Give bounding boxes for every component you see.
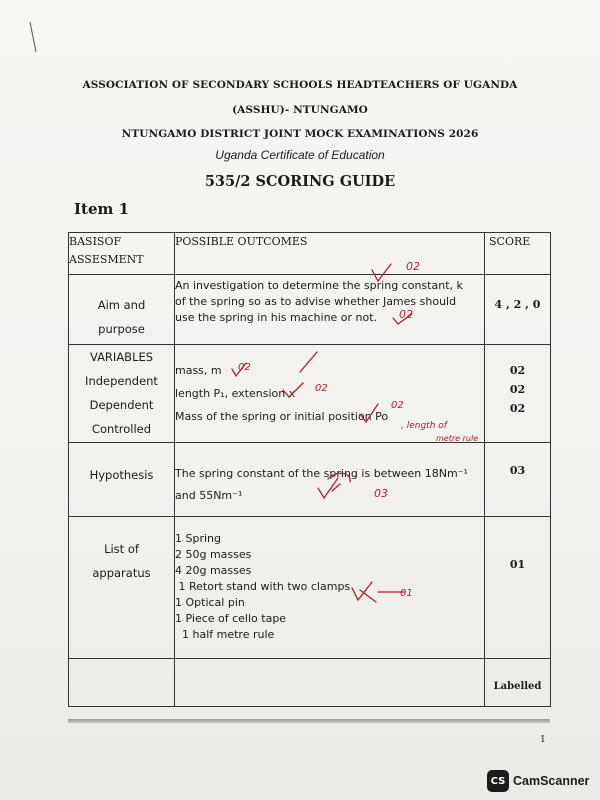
aim-mark-2: 02 <box>399 308 413 321</box>
list-item: 1 Piece of cello tape <box>175 612 287 625</box>
page-number: 1 <box>540 735 546 745</box>
table-row-aim <box>69 275 551 345</box>
list-item: 1 half metre rule <box>175 628 275 641</box>
header-outcomes: POSSIBLE OUTCOMES <box>175 233 485 275</box>
aim-label: Aim and purpose <box>69 275 175 345</box>
variables-outcomes <box>175 345 485 443</box>
dependent-variable: length P₁, extension x <box>175 387 296 400</box>
header-score: SCORE <box>485 233 551 275</box>
list-item: 1 Retort stand with two clamps <box>175 580 351 593</box>
var-mark-3: 02 <box>391 400 404 411</box>
list-item: 1 Spring <box>175 532 221 545</box>
independent-variable: mass, m <box>175 364 222 377</box>
var-mark-2: 02 <box>315 383 328 394</box>
aim-mark-1: 02 <box>406 260 420 273</box>
last-row-outcome <box>175 659 485 707</box>
table-row-variables <box>69 345 551 443</box>
camscanner-watermark <box>487 770 589 792</box>
controlled-variable: Mass of the spring or initial position Po <box>175 410 389 423</box>
item-title: Item 1 <box>74 200 130 218</box>
list-item: 2 50g masses <box>175 548 252 561</box>
var-note-2: metre rule <box>436 434 479 443</box>
variables-scores: 02 02 02 <box>485 345 551 443</box>
apparatus-score: 01 <box>485 517 551 659</box>
apparatus-list <box>175 517 485 659</box>
header-basis: BASISOF ASSESMENT <box>69 233 175 275</box>
pen-stroke <box>30 22 36 52</box>
hyp-mark: 03 <box>374 487 388 500</box>
header-certificate: Uganda Certificate of Education <box>215 148 385 162</box>
var-mark-1: 02 <box>238 362 251 373</box>
hypothesis-score: 03 <box>485 443 551 517</box>
labelled-score: Labelled <box>485 659 551 707</box>
app-mark: 01 <box>400 588 413 599</box>
aim-outcome: An investigation to determine the spring constant, k of the spring so as to advise whether James should use the spring in his machine or not. <box>175 275 485 345</box>
header-association: ASSOCIATION OF SECONDARY SCHOOLS HEADTEACHERS OF UGANDA <box>82 79 518 91</box>
variables-labels: VARIABLES Independent Dependent Controlled <box>69 345 175 443</box>
table-row-hypothesis <box>69 443 551 517</box>
apparatus-label: List of apparatus <box>69 517 175 659</box>
scoring-table <box>68 232 551 707</box>
table-row-last <box>69 659 551 707</box>
camscanner-logo-icon: CS <box>487 770 509 792</box>
camscanner-name: CamScanner <box>513 774 590 788</box>
scoring-guide-title: 535/2 SCORING GUIDE <box>204 173 396 190</box>
hypothesis-label: Hypothesis <box>69 443 175 517</box>
var-note-1: , length of <box>401 421 447 431</box>
list-item: 1 Optical pin <box>175 596 245 609</box>
aim-score: 4 , 2 , 0 <box>485 275 551 345</box>
hypothesis-outcome: The spring constant of the spring is between 18Nm⁻¹ and 55Nm⁻¹ <box>175 443 485 517</box>
table-header-row <box>69 233 551 275</box>
header-exam: NTUNGAMO DISTRICT JOINT MOCK EXAMINATIONS 2026 <box>121 128 479 140</box>
last-row-basis <box>69 659 175 707</box>
table-row-apparatus <box>69 517 551 659</box>
header-asshu: (ASSHU)- NTUNGAMO <box>232 104 368 116</box>
list-item: 4 20g masses <box>175 564 252 577</box>
bottom-rule <box>68 719 550 723</box>
